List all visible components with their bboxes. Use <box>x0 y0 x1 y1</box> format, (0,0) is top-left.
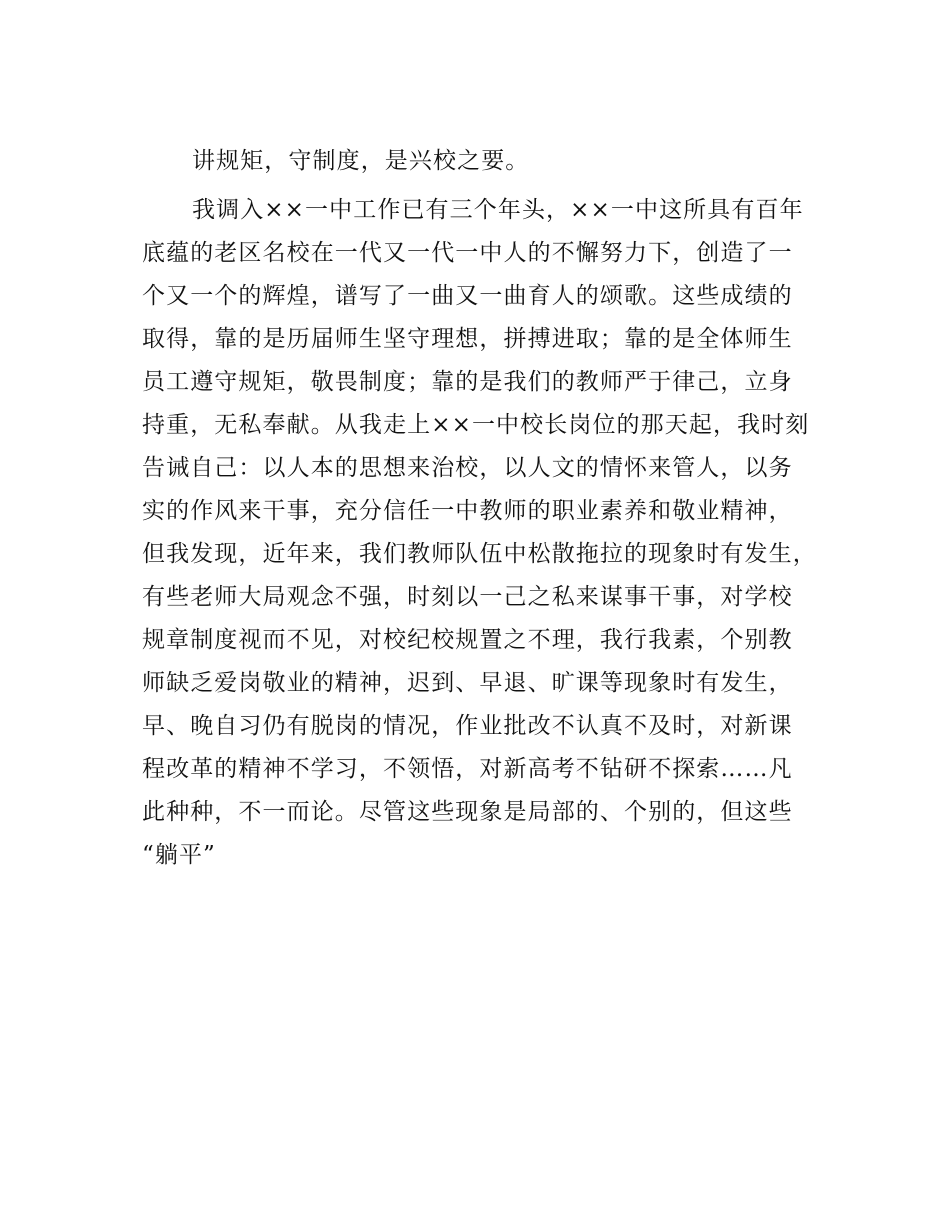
paragraph-2-line-7: 告诫自己：以人本的思想来治校，以人文的情怀来管人，以务 <box>142 455 793 481</box>
paragraph-2-line-5: 员工遵守规矩，敬畏制度；靠的是我们的教师严于律己，立身 <box>142 369 793 395</box>
paragraph-2-line-8: 实的作风来干事，充分信任一中教师的职业素养和敬业精神， <box>142 498 793 524</box>
paragraph-1 <box>142 140 842 183</box>
paragraph-2-line-16: “躺平” <box>142 842 216 868</box>
paragraph-2-line-10: 有些老师大局观念不强，时刻以一己之私来谋事干事，对学校 <box>142 584 793 610</box>
paragraph-2-line-2: 底蕴的老区名校在一代又一代一中人的不懈努力下，创造了一 <box>142 240 793 266</box>
paragraph-2-line-13: 早、晚自习仍有脱岗的情况，作业批改不认真不及时，对新课 <box>142 713 793 739</box>
paragraph-2-line-3: 个又一个的辉煌，谱写了一曲又一曲育人的颂歌。这些成绩的 <box>142 283 793 309</box>
paragraph-2-line-9: 但我发现，近年来，我们教师队伍中松散拖拉的现象时有发生， <box>142 541 817 567</box>
paragraph-2-line-1: 我调入××一中工作已有三个年头，××一中这所具有百年 <box>192 197 804 223</box>
paragraph-2 <box>142 189 842 877</box>
paragraph-2-line-6: 持重，无私奉献。从我走上××一中校长岗位的那天起，我时刻 <box>142 412 810 438</box>
paragraph-2-line-4: 取得，靠的是历届师生坚守理想，拼搏进取；靠的是全体师生 <box>142 326 793 352</box>
paragraph-2-line-14: 程改革的精神不学习，不领悟，对新高考不钻研不探索……凡 <box>142 756 793 782</box>
paragraph-2-line-15: 此种种，不一而论。尽管这些现象是局部的、个别的，但这些 <box>142 799 793 825</box>
body-text <box>142 140 842 877</box>
paragraph-1-line-1: 讲规矩，守制度，是兴校之要。 <box>192 148 530 174</box>
paragraph-2-line-11: 规章制度视而不见，对校纪校规置之不理，我行我素，个别教 <box>142 627 793 653</box>
paragraph-2-line-12: 师缺乏爱岗敬业的精神，迟到、早退、旷课等现象时有发生， <box>142 670 793 696</box>
